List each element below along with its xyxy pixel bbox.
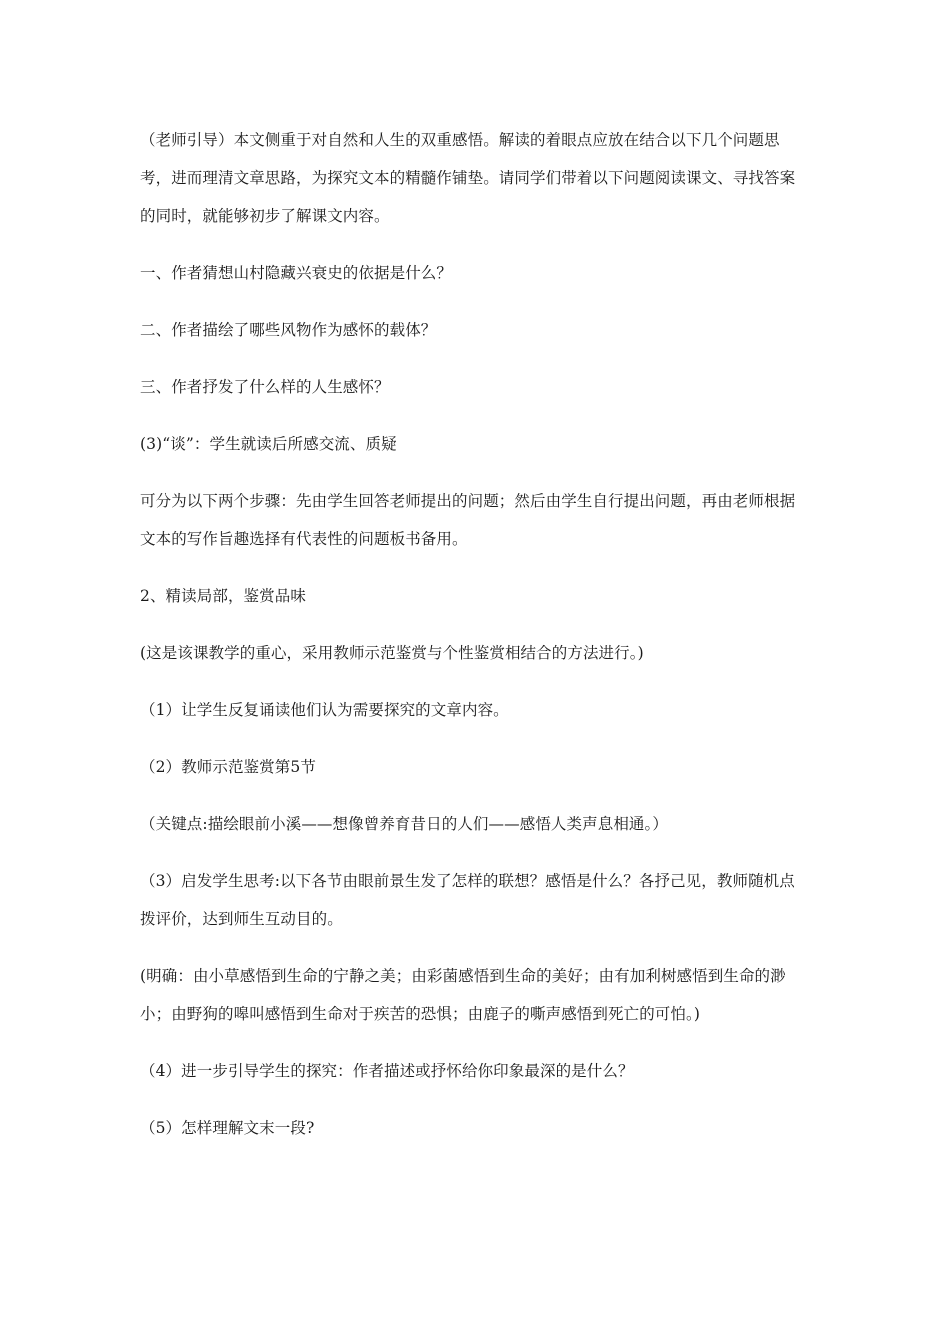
- step-discuss: (3)“谈”：学生就读后所感交流、质疑: [140, 435, 397, 453]
- key-point-note: （关键点:描绘眼前小溪——想像曾养育昔日的人们——感悟人类声息相通。）: [140, 815, 668, 833]
- item-3: （3）启发学生思考:以下各节由眼前景生发了怎样的联想？感悟是什么？各抒己见，教师随机点拨评价，达到师生互动目的。: [140, 872, 795, 928]
- paragraph-intro: （老师引导）本文侧重于对自然和人生的双重感悟。解读的着眼点应放在结合以下几个问题思考，进而理清文章思路，为探究文本的精髓作铺垫。请同学们带着以下问题阅读课文、寻找答案的同时，就能够初步了解课文内容。: [140, 131, 796, 225]
- section-heading-close-reading: 2、精读局部，鉴赏品味: [140, 587, 306, 605]
- paragraph-focus-note: (这是该课教学的重心，采用教师示范鉴赏与个性鉴赏相结合的方法进行。): [140, 644, 644, 662]
- document-body: [140, 121, 810, 1166]
- paragraph-steps: 可分为以下两个步骤：先由学生回答老师提出的问题；然后由学生自行提出问题，再由老师根据文本的写作旨趣选择有代表性的问题板书备用。: [140, 492, 796, 548]
- question-3: 三、作者抒发了什么样的人生感怀？: [140, 378, 390, 396]
- item-4: （4）进一步引导学生的探究：作者描述或抒怀给你印象最深的是什么？: [140, 1062, 634, 1080]
- question-1: 一、作者猜想山村隐藏兴衰史的依据是什么？: [140, 264, 453, 282]
- item-5: （5）怎样理解文末一段?: [140, 1119, 315, 1137]
- clarification-note: (明确：由小草感悟到生命的宁静之美；由彩菌感悟到生命的美好；由有加利树感悟到生命的渺小；由野狗的嗥叫感悟到生命对于疾苦的恐惧；由鹿子的嘶声感悟到死亡的可怕。): [140, 967, 786, 1023]
- item-1: （1）让学生反复诵读他们认为需要探究的文章内容。: [140, 701, 509, 719]
- item-2: （2）教师示范鉴赏第5节: [140, 758, 316, 776]
- question-2: 二、作者描绘了哪些风物作为感怀的载体？: [140, 321, 437, 339]
